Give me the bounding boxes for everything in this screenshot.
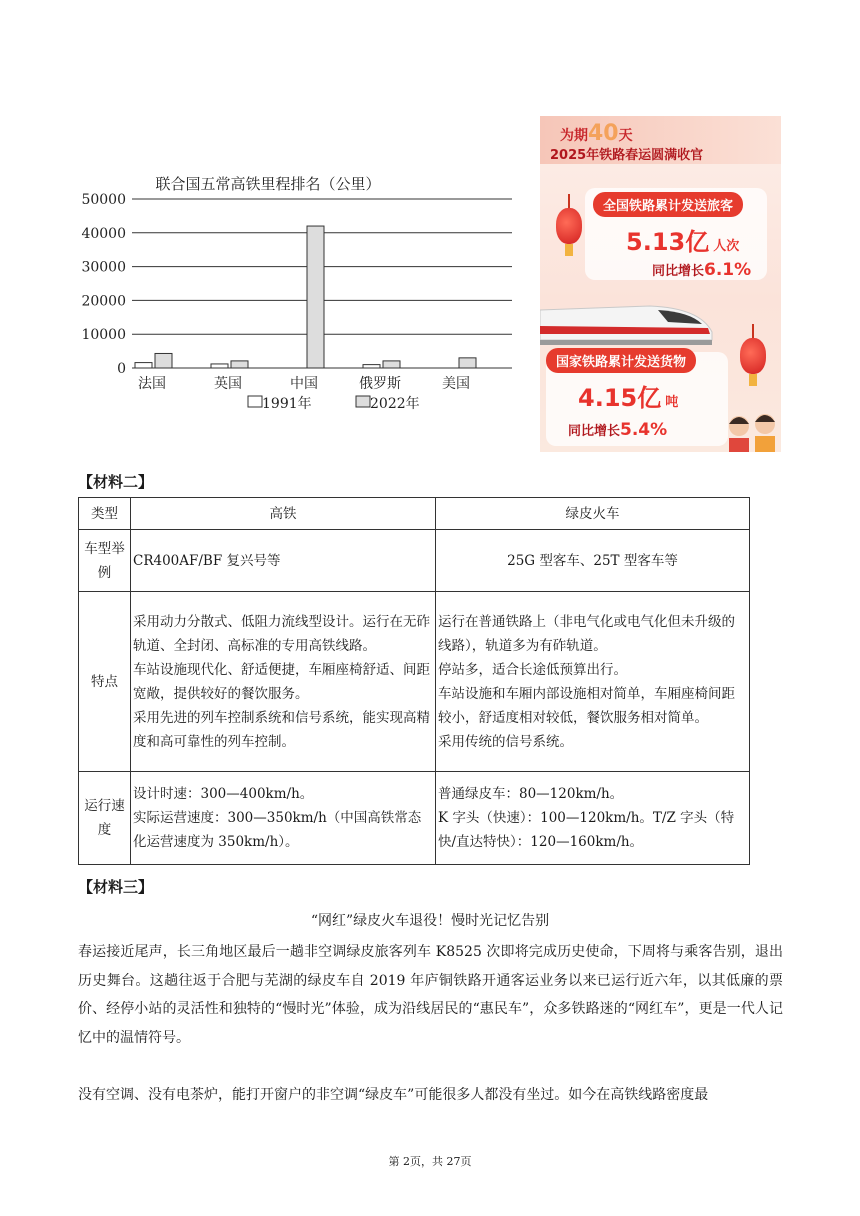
lantern-icon <box>740 338 766 374</box>
article-headline: “网红”绿皮火车退役！慢时光记忆告别 <box>310 913 550 929</box>
bar <box>363 365 380 368</box>
passenger-label: 全国铁路累计发送旅客 <box>593 192 743 217</box>
hsr-line: CR400AF/BF 复兴号等 <box>133 552 281 569</box>
y-tick-label: 10000 <box>81 327 126 344</box>
hsr-line: 设计时速：300—400km/h。 <box>133 786 314 802</box>
x-tick-label: 中国 <box>290 376 318 392</box>
passenger-value <box>626 222 739 257</box>
chart-canvas <box>76 170 526 420</box>
freight-value <box>578 378 678 413</box>
legend-label: 2022年 <box>370 396 420 412</box>
y-tick-label: 30000 <box>81 259 126 276</box>
freight-growth-label: 同比增长 <box>568 424 621 439</box>
hsr-line: 采用先进的列车控制系统和信号系统，能实现高精度和高可靠性的列车控制。 <box>133 709 430 750</box>
page-footer: 第 2页，共 27页 <box>388 1155 472 1168</box>
hsr-line: 实际运营速度：300—350km/h（中国高铁常态化运营速度为 350km/h）。 <box>133 810 422 850</box>
article-paragraph: 春运接近尾声，长三角地区最后一趟非空调绿皮旅客列车 K8525 次即将完成历史使命，下周将与乘客告别，退出历史舞台。这趟往返于合肥与芜湖的绿皮车自 2019 年庐铜铁路开通客运业务以来已运行近六年，以其低廉的票价、经停小站的灵活性和独特的“慢时光”体验，成为沿线居民的“惠民车”，众多铁路迷的“网红车”，更是一代人记忆中的温情符号。 <box>78 944 783 1046</box>
bar <box>155 353 172 368</box>
green-line: 普通绿皮车：80—120km/h。 <box>438 786 624 802</box>
table-row <box>79 530 750 592</box>
material2-label: 【材料二】 <box>78 473 154 491</box>
poster-title-pre: 为期 <box>560 128 588 144</box>
poster-title-post: 天 <box>618 128 633 144</box>
material3-label: 【材料三】 <box>78 878 154 896</box>
bar <box>211 364 228 368</box>
spring-festival-poster <box>540 116 781 452</box>
green-cell <box>436 592 750 772</box>
bar <box>135 363 152 368</box>
hsr-cell <box>131 530 436 592</box>
poster-title-number: 40 <box>588 121 619 146</box>
y-tick-label: 0 <box>117 361 126 377</box>
lantern-icon <box>556 208 582 244</box>
table-row <box>79 772 750 865</box>
green-line: 采用传统的信号系统。 <box>438 733 573 750</box>
passenger-number: 5.13亿 <box>626 228 710 256</box>
hsr-line: 车站设施现代化、舒适便捷，车厢座椅舒适、间距宽敞，提供较好的餐饮服务。 <box>133 661 430 702</box>
green-line: 运行在普通铁路上（非电气化或电气化但未升级的线路），轨道多为有砟轨道。 <box>438 613 735 654</box>
poster-title <box>560 121 633 146</box>
bar <box>459 358 476 368</box>
comparison-table <box>78 497 750 865</box>
green-line: K 字头（快速）：100—120km/h。T/Z 字头（特快/直达特快）：120—160km/h。 <box>438 810 735 850</box>
green-cell <box>436 530 750 592</box>
bullet-train-icon <box>540 292 715 352</box>
bar <box>307 226 324 368</box>
passenger-growth-value: 6.1% <box>704 260 752 280</box>
x-tick-label: 俄罗斯 <box>359 376 401 392</box>
family-illustration-icon <box>725 410 781 452</box>
bar <box>383 361 400 368</box>
passenger-growth <box>652 260 751 280</box>
legend-swatch <box>356 396 370 407</box>
green-cell <box>436 772 750 865</box>
row-type-cell: 特点 <box>79 592 131 772</box>
poster-subtitle: 2025年铁路春运圆满收官 <box>550 148 704 163</box>
green-line: 停站多，适合长途低预算出行。 <box>438 661 627 678</box>
mileage-bar-chart <box>76 170 526 420</box>
freight-number: 4.15亿 <box>578 384 662 412</box>
chart-title: 联合国五常高铁里程排名（公里） <box>155 175 381 193</box>
y-tick-label: 20000 <box>81 293 126 310</box>
header-type: 类型 <box>79 498 131 530</box>
article-paragraph: 没有空调、没有电茶炉，能打开窗户的非空调“绿皮车”可能很多人都没有坐过。如今在高铁线路密度最 <box>78 1087 709 1103</box>
y-tick-label: 50000 <box>81 192 126 208</box>
legend-swatch <box>248 396 262 407</box>
green-line: 车站设施和车厢内部设施相对简单，车厢座椅间距较小，舒适度相对较低，餐饮服务相对简单。 <box>438 685 735 726</box>
table-header-row <box>79 498 750 530</box>
green-line: 25G 型客车、25T 型客车等 <box>507 552 678 569</box>
legend-label: 1991年 <box>262 396 312 412</box>
freight-growth-value: 5.4% <box>620 420 668 440</box>
header-hsr: 高铁 <box>131 498 436 530</box>
y-tick-label: 40000 <box>81 225 126 242</box>
bar <box>231 361 248 368</box>
passenger-growth-label: 同比增长 <box>652 264 705 279</box>
x-tick-label: 英国 <box>214 376 242 392</box>
hsr-cell <box>131 772 436 865</box>
freight-label: 国家铁路累计发送货物 <box>546 348 696 373</box>
freight-growth <box>568 420 667 440</box>
hsr-cell <box>131 592 436 772</box>
row-type-cell: 运行速度 <box>79 772 131 865</box>
header-green-train: 绿皮火车 <box>436 498 750 530</box>
freight-unit: 吨 <box>665 395 679 410</box>
row-type-cell: 车型举例 <box>79 530 131 592</box>
table-row <box>79 592 750 772</box>
passenger-unit: 人次 <box>713 239 740 254</box>
hsr-line: 采用动力分散式、低阻力流线型设计。运行在无砟轨道、全封闭、高标准的专用高铁线路。 <box>133 613 430 654</box>
x-tick-label: 美国 <box>442 376 470 392</box>
x-tick-label: 法国 <box>138 376 166 392</box>
